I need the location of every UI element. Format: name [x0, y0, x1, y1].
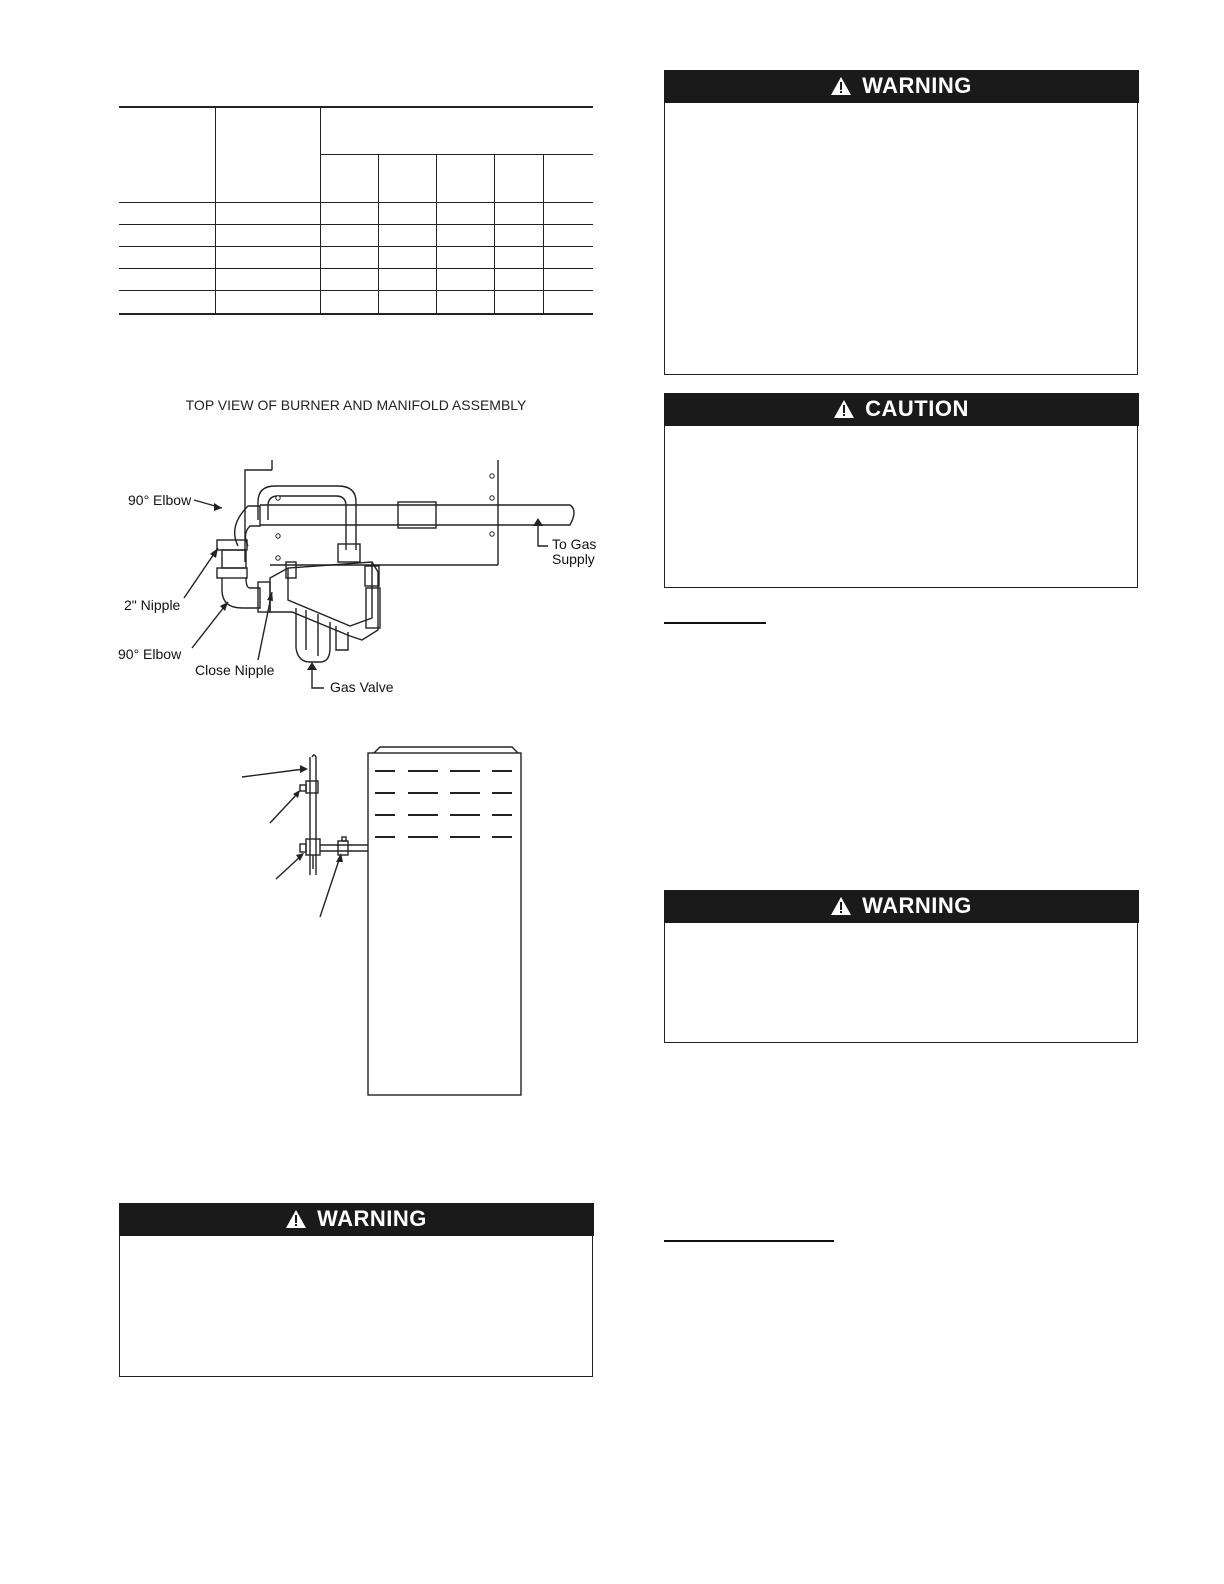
- caution-header: [664, 393, 1139, 426]
- table-row-rule: [119, 224, 593, 225]
- warning-box-middle: [664, 890, 1138, 1043]
- furnace-gas-piping-diagram: [240, 745, 530, 1100]
- label-gas-valve: Gas Valve: [330, 679, 394, 695]
- label-90-elbow-top: 90° Elbow: [128, 492, 192, 508]
- table-col-divider: [215, 106, 216, 315]
- warning-title: WARNING: [317, 1206, 427, 1231]
- warning-box-top: [664, 70, 1138, 375]
- warning-box-bottom-left: [119, 1203, 593, 1377]
- table-col-divider: [436, 154, 437, 315]
- table-col-divider: [320, 106, 321, 315]
- label-to-gas-supply-line2: Supply: [552, 551, 595, 567]
- label-to-gas-supply-line1: To Gas: [552, 536, 597, 552]
- warning-triangle-icon: [830, 896, 852, 916]
- warning-triangle-icon: [830, 76, 852, 96]
- warning-header: [119, 1203, 594, 1236]
- label-90-elbow-bottom: 90° Elbow: [118, 646, 182, 662]
- caution-triangle-icon: [833, 399, 855, 419]
- table-row-rule: [119, 268, 593, 269]
- figure-title: TOP VIEW OF BURNER AND MANIFOLD ASSEMBLY: [185, 397, 527, 413]
- table-top-rule: [119, 106, 593, 108]
- table-subheader-rule: [320, 154, 593, 155]
- warning-triangle-icon: [285, 1209, 307, 1229]
- burner-manifold-diagram: [110, 450, 610, 710]
- table-row-rule: [119, 246, 593, 247]
- section-heading-rule: [664, 1240, 834, 1242]
- table-col-divider: [494, 154, 495, 315]
- label-2in-nipple: 2" Nipple: [124, 597, 181, 613]
- section-heading-rule: [664, 622, 766, 624]
- label-close-nipple: Close Nipple: [195, 662, 275, 678]
- table-col-divider: [378, 154, 379, 315]
- table-row-rule: [119, 202, 593, 203]
- table-col-divider: [543, 154, 544, 315]
- warning-title: WARNING: [862, 73, 972, 98]
- warning-header: [664, 890, 1139, 923]
- caution-box: [664, 393, 1138, 588]
- caution-title: CAUTION: [865, 396, 969, 421]
- warning-header: [664, 70, 1139, 103]
- warning-title: WARNING: [862, 893, 972, 918]
- table-row-rule: [119, 290, 593, 291]
- spec-table: [119, 106, 593, 315]
- table-bottom-rule: [119, 313, 593, 315]
